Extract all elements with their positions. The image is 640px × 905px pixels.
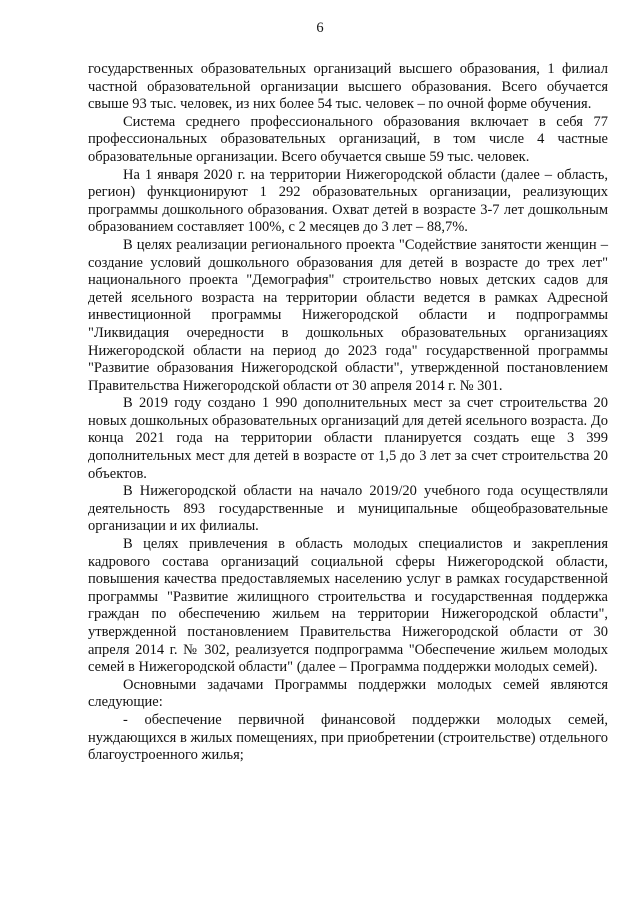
paragraph-continuation: государственных образовательных организаций высшего образования, 1 филиал частной образовательной организации высшего образования. Всего обучается свыше 93 тыс. человек, из них более 54 тыс. человек – по очной форме обучения. <box>88 61 608 113</box>
paragraph-program-tasks: Основными задачами Программы поддержки молодых семей являются следующие: <box>88 676 608 711</box>
paragraph-secondary-education: Система среднего профессионального образования включает в себя 77 профессиональных образовательных организаций, в том числе 4 частные образовательные организации. Всего обучается свыше 59 тыс. человек. <box>88 113 608 165</box>
paragraph-young-specialists: В целях привлечения в область молодых специалистов и закрепления кадрового состава организаций социальной сферы Нижегородской области, повышения качества предоставляемых населению услуг в рамках государственной программы "Развитие жилищного строительства и государственная поддержка граждан по обеспечению жильем на территории Нижегородской области", утвержденной постановлением Правительства Нижегородской области от 30 апреля 2014 г. № 302, реализуется подпрограмма "Обеспечение жильем молодых семей в Нижегородской области" (далее – Программа поддержки молодых семей). <box>88 536 608 676</box>
paragraph-regional-project: В целях реализации регионального проекта "Содействие занятости женщин – создание условий дошкольного образования для детей в возрасте до трех лет" национального проекта "Демография" строительство новых детских садов для детей ясельного возраста на территории области ведется в рамках Адресной инвестиционной программы Нижегородской области и подпрограммы "Ликвидация очередности в дошкольных образовательных организациях Нижегородской области на период до 2023 года" государственной программы "Развитие образования Нижегородской области", утвержденной постановлением Правительства Нижегородской области от 30 апреля 2014 г. № 301. <box>88 236 608 394</box>
body-text <box>88 61 608 765</box>
paragraph-general-education: В Нижегородской области на начало 2019/20 учебного года осуществляли деятельность 893 государственные и муниципальные общеобразовательные организации и их филиалы. <box>88 483 608 535</box>
list-item-financial-support: - обеспечение первичной финансовой поддержки молодых семей, нуждающихся в жилых помещениях, при приобретении (строительстве) отдельного благоустроенного жилья; <box>88 711 608 764</box>
page-number: 6 <box>316 20 324 36</box>
paragraph-new-places: В 2019 году создано 1 990 дополнительных мест за счет строительства 20 новых дошкольных образовательных организаций для детей ясельного возраста. До конца 2021 года на территории области планируется создать еще 3 399 дополнительных мест для детей в возрасте от 1,5 до 3 лет за счет строительства 20 объектов. <box>88 395 608 482</box>
paragraph-preschool-organizations: На 1 января 2020 г. на территории Нижегородской области (далее – область, регион) функционируют 1 292 образовательных организации, реализующих программы дошкольного образования. Охват детей в возрасте 3-7 лет дошкольным образованием составляет 100%, с 2 месяцев до 3 лет – 88,7%. <box>88 166 608 236</box>
